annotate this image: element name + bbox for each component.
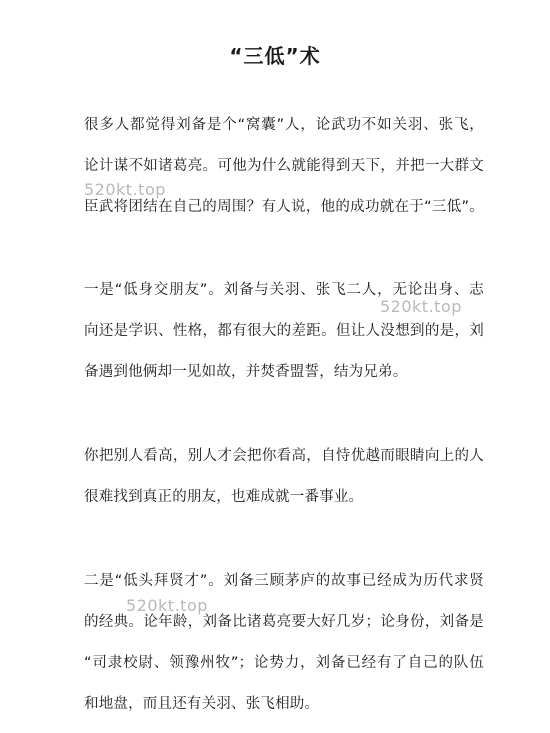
text-line: 的经典。论年龄，刘备比诸葛亮要大好几岁；论身份，刘备是 — [84, 614, 484, 630]
text-line: 向还是学识、性格，都有很大的差距。但让人没想到的是，刘 — [84, 323, 484, 339]
text-line: “司隶校尉、领豫州牧”；论势力，刘备已经有了自己的队伍 — [84, 655, 484, 671]
text-line: 论计谋不如诸葛亮。可他为什么就能得到天下，并把一大群文 — [84, 158, 484, 174]
paragraph-3 — [84, 444, 484, 526]
watermark: 520kt.top — [380, 297, 462, 316]
page-title: “三低”术 — [229, 44, 321, 68]
paragraph-4 — [84, 569, 484, 733]
text-line: 你把别人看高，别人才会把你看高，自恃优越而眼睛向上的人 — [84, 448, 484, 464]
text-line: 和地盘，而且还有关羽、张飞相助。 — [84, 696, 320, 712]
text-line: 备遇到他俩却一见如故，并焚香盟誓，结为兄弟。 — [84, 364, 408, 380]
text-line: 二是“低头拜贤才”。刘备三顾茅庐的故事已经成为历代求贤 — [84, 573, 484, 589]
text-line: 一是“低身交朋友”。刘备与关羽、张飞二人，无论出身、志 — [84, 282, 484, 298]
text-line: 很难找到真正的朋友，也难成就一番事业。 — [84, 489, 364, 505]
watermark: 520kt.top — [126, 596, 208, 615]
text-line: 臣武将团结在自己的周围？有人说，他的成功就在于“三低”。 — [84, 199, 484, 215]
text-line: 很多人都觉得刘备是个“窝囊”人，论武功不如关羽、张飞， — [84, 117, 484, 133]
watermark: 520kt.top — [84, 180, 166, 199]
paragraph-1 — [84, 113, 484, 236]
